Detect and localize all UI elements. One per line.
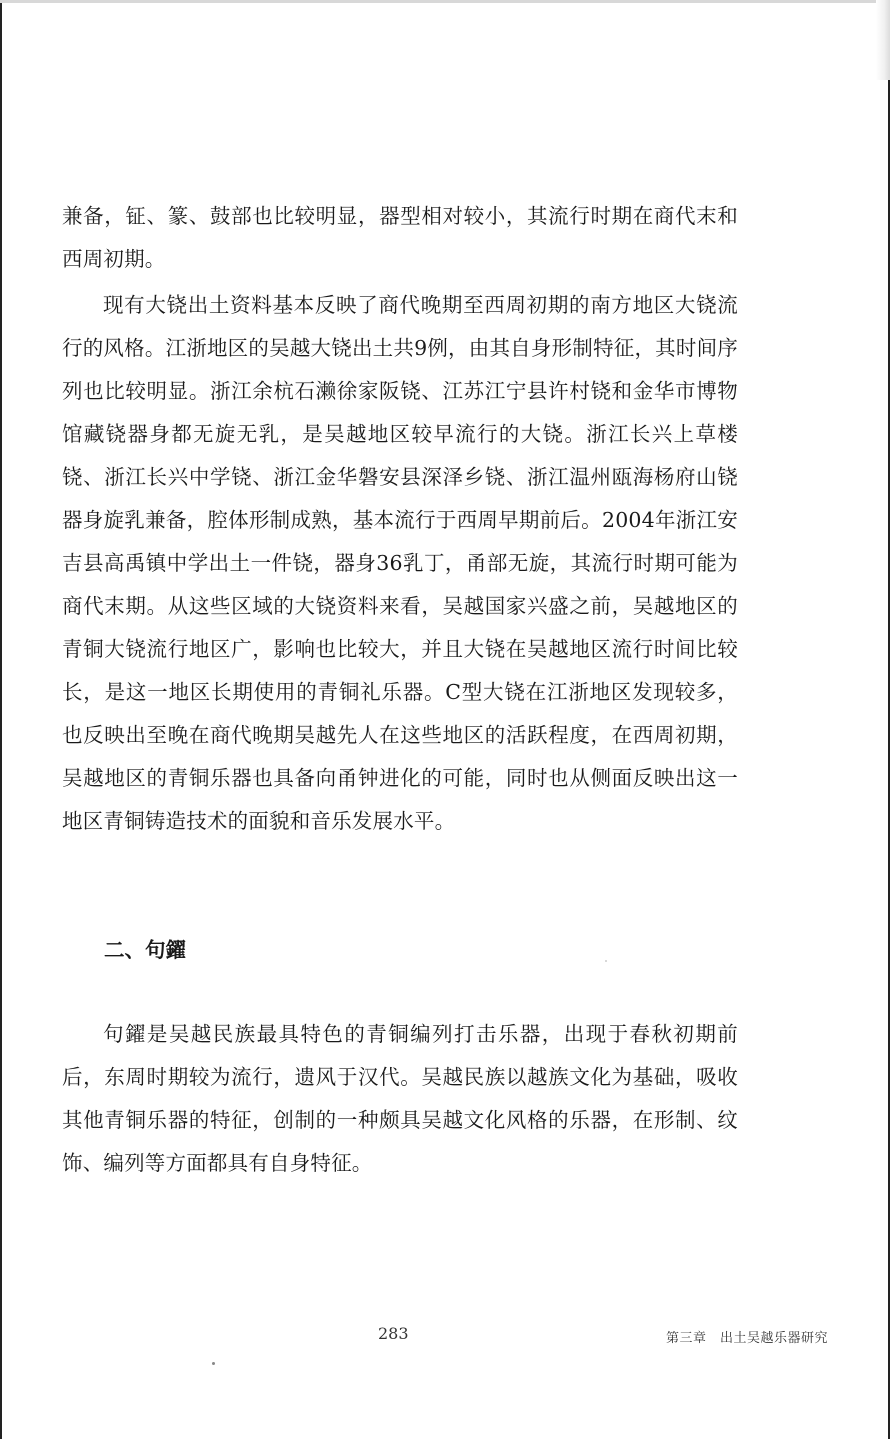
- running-header: 第三章 出土吴越乐器研究: [666, 1331, 829, 1346]
- scan-speck: [212, 1362, 215, 1365]
- paragraph-3: 句鑃是吴越民族最具特色的青铜编列打击乐器，出现于春秋初期前后，东周时期较为流行，遗风于汉代。吴越民族以越族文化为基础，吸收其他青铜乐器的特征，创制的一种颇具吴越文化风格的乐器，在形制、纹饰、编列等方面都具有自身特征。: [62, 1022, 738, 1175]
- section-heading: 二、句鑃: [104, 938, 186, 962]
- main-paragraph: [62, 284, 738, 843]
- scan-edge-top: [0, 0, 890, 3]
- paragraph-1: 兼备，钲、篆、鼓部也比较明显，器型相对较小，其流行时期在商代末和西周初期。: [62, 204, 738, 271]
- section-paragraph: [62, 1013, 738, 1185]
- paragraph-2: 现有大铙出土资料基本反映了商代晚期至西周初期的南方地区大铙流行的风格。江浙地区的吴越大铙出土共9例，由其自身形制特征，其时间序列也比较明显。浙江余杭石濑徐家阪铙、江苏江宁县许村铙和金华市博物馆藏铙器身都无旋无乳，是吴越地区较早流行的大铙。浙江长兴上草楼铙、浙江长兴中学铙、浙江金华磐安县深泽乡铙、浙江温州瓯海杨府山铙器身旋乳兼备，腔体形制成熟，基本流行于西周早期前后。2004年浙江安吉县高禹镇中学出土一件铙，器身36乳丁，甬部无旋，其流行时期可能为商代末期。从这些区域的大铙资料来看，吴越国家兴盛之前，吴越地区的青铜大铙流行地区广，影响也比较大，并且大铙在吴越地区流行时间比较长，是这一地区长期使用的青铜礼乐器。C型大铙在江浙地区发现较多，也反映出至晚在商代晚期吴越先人在这些地区的活跃程度，在西周初期，吴越地区的青铜乐器也具备向甬钟进化的可能，同时也从侧面反映出这一地区青铜铸造技术的面貌和音乐发展水平。: [62, 293, 738, 833]
- scan-edge-right: [876, 0, 890, 80]
- continued-paragraph: [62, 195, 738, 281]
- scan-speck: [605, 960, 607, 962]
- page-number: 283: [378, 1324, 409, 1343]
